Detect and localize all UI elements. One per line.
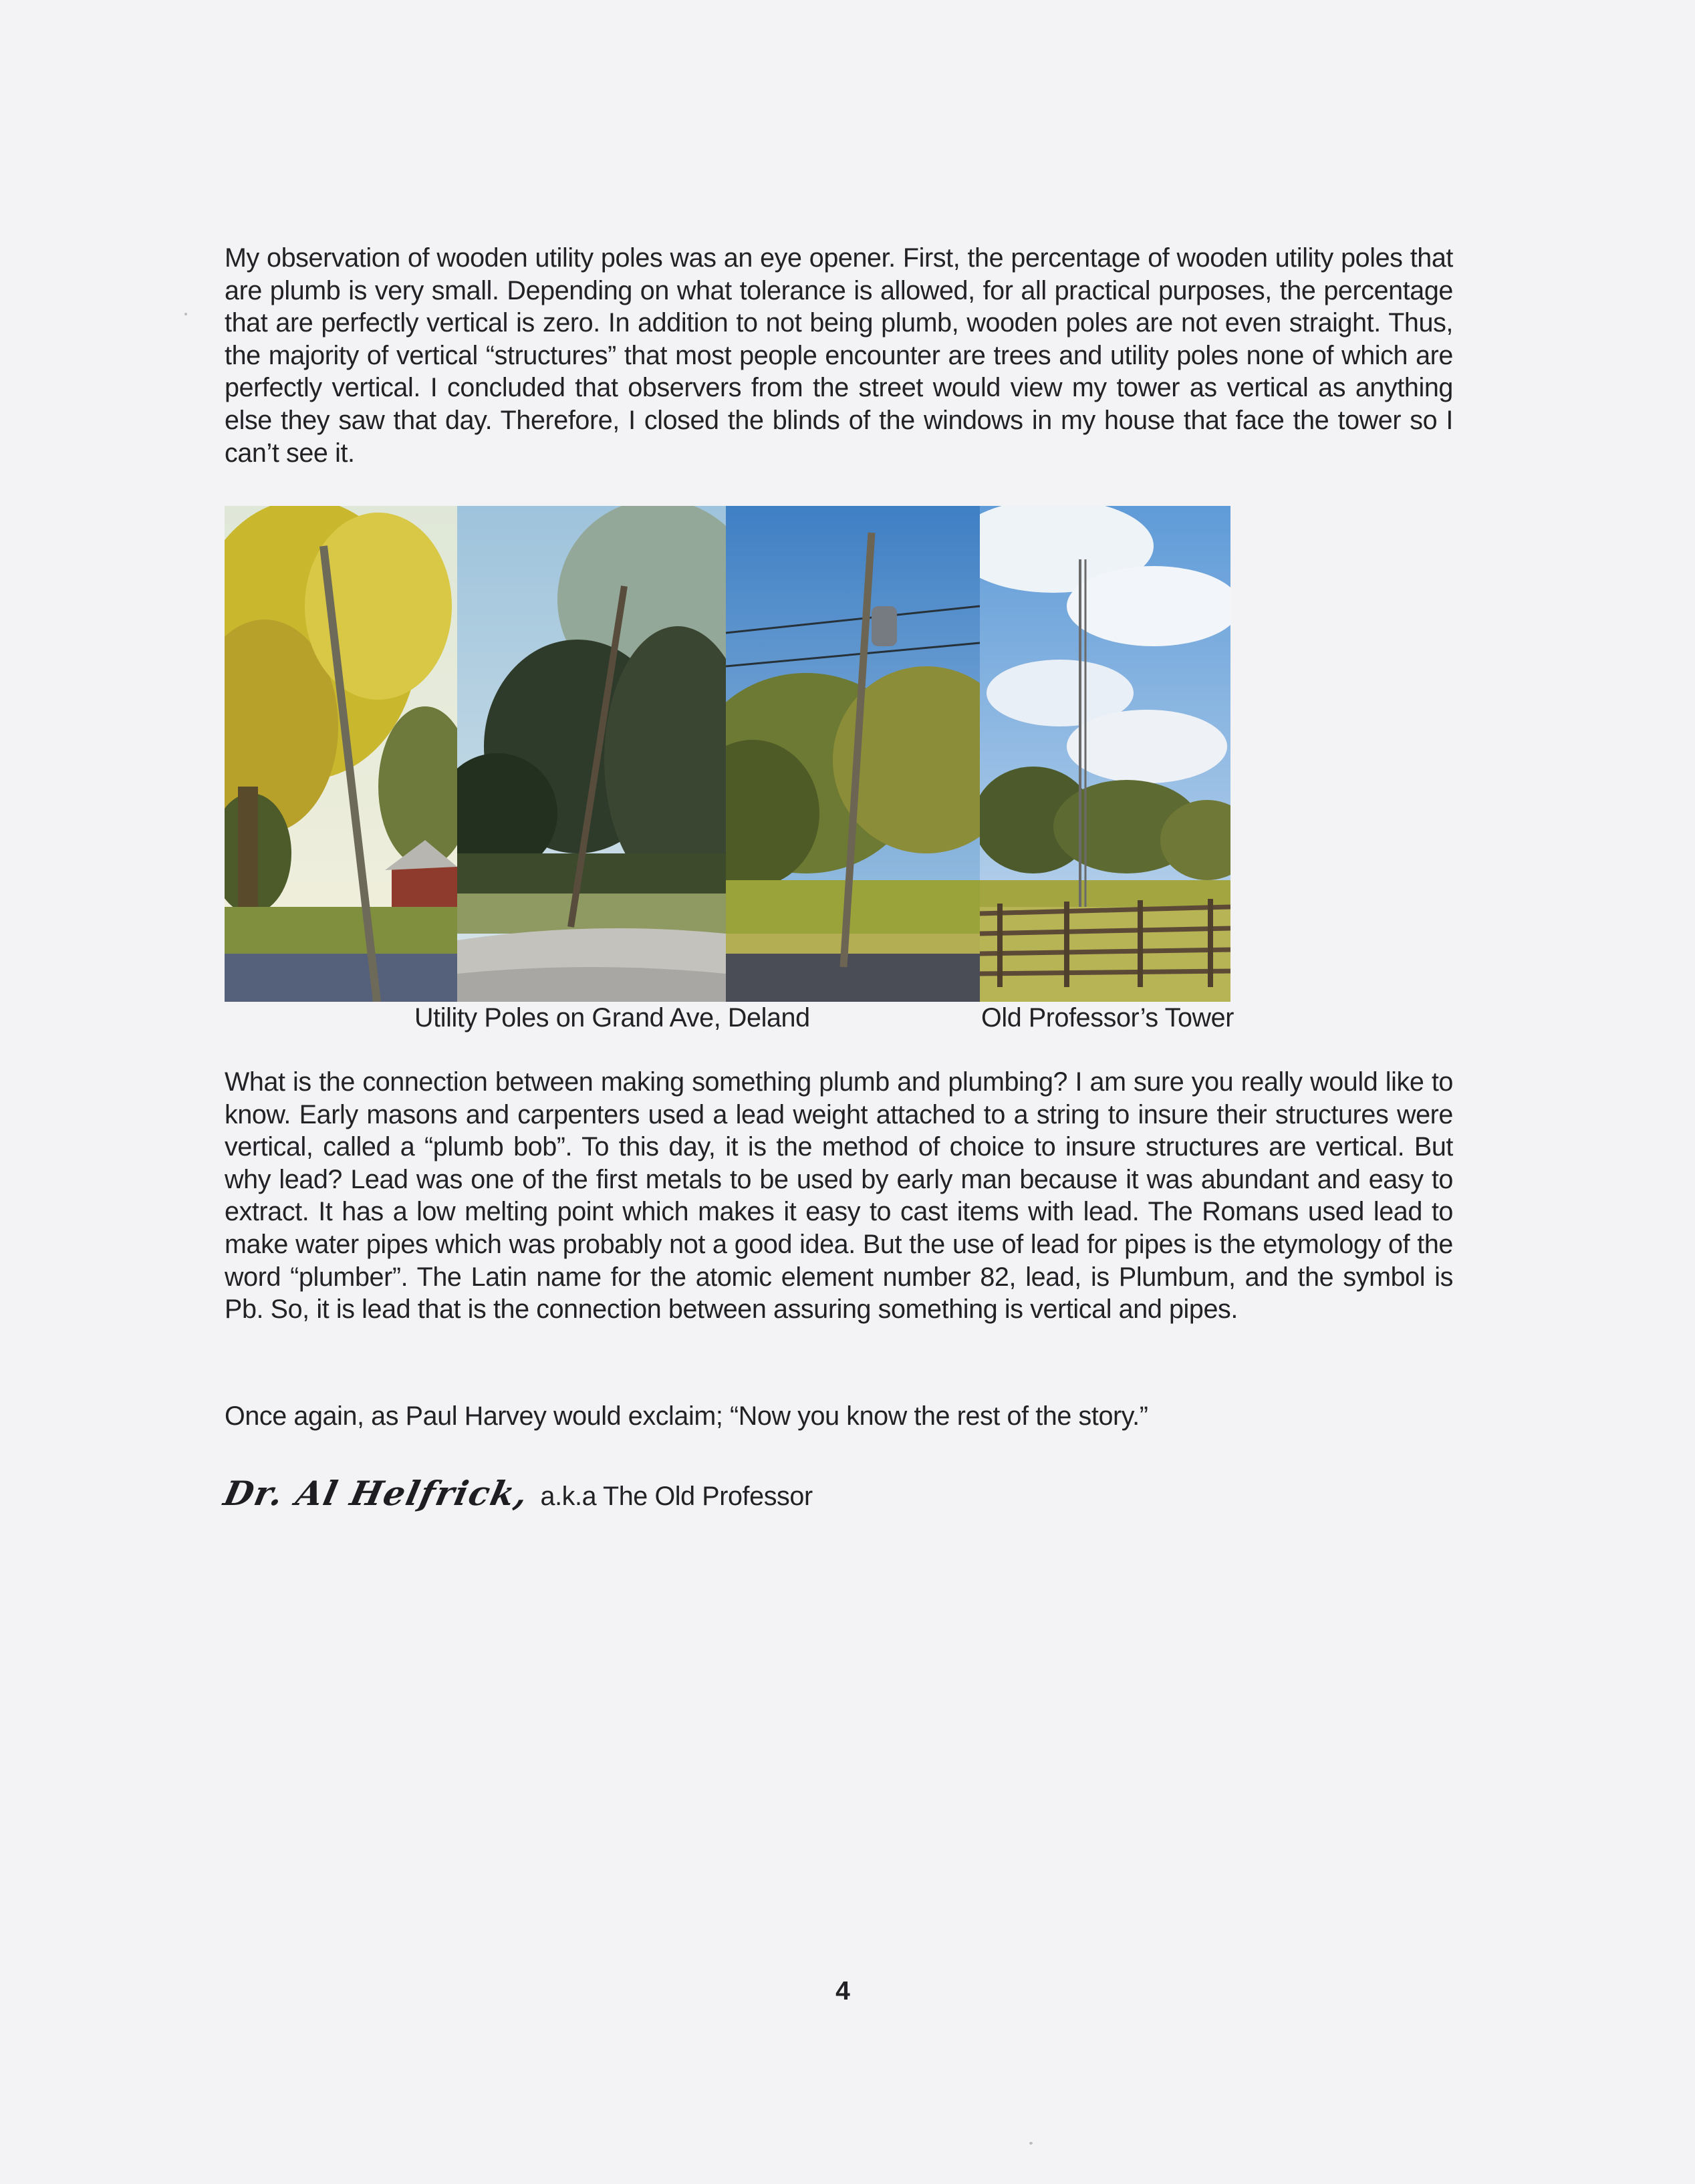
signature-line [220,1474,813,1520]
photo-dark-trees-road [457,506,726,1002]
paper-speck [1029,2142,1033,2145]
photo-pole-transformer [726,506,980,1002]
paragraph-utility-poles: My observation of wooden utility poles was an eye opener. First, the percentage of wooden utility poles that are plumb is very small. Depending on what tolerance is allowed, for all practical purposes, the percentage that are perfectly vertical is zero. In addition to not being plumb, wooden poles are not even straight. Thus, the majority of vertical “structures” that most people encounter are trees and utility poles none of which are perfectly vertical. I concluded that observers from the street would view my tower as vertical as anything else they saw that day. Therefore, I closed the blinds of the windows in my house that face the tower so I can’t see it. [225,243,1453,468]
photo-leaning-pole-yellow-tree [225,506,457,1002]
photo-strip [225,506,1230,1002]
signature-alias: a.k.a The Old Professor [540,1482,813,1511]
paragraph-plumb-etymology: What is the connection between making something plumb and plumbing? I am sure you really would like to know. Early masons and carpenters used a lead weight attached to a string to insure their structures were vertical, called a “plumb bob”. To this day, it is the method of choice to insure structures are vertical. But why lead? Lead was one of the first metals to be used by early man because it was abundant and easy to extract. It has a low melting point which makes it easy to cast items with lead. The Romans used lead to make water pipes which was probably not a good idea. But the use of lead for pipes is the etymology of the word “plumber”. The Latin name for the atomic element number 82, lead, is Plumbum, and the symbol is Pb. So, it is lead that is the connection between assuring something is vertical and pipes. [225,1067,1453,1325]
paper-speck [184,313,187,315]
photo-old-professors-tower [980,506,1230,1002]
paragraph-rest-of-story: Once again, as Paul Harvey would exclaim; “Now you know the rest of the story.” [225,1401,1148,1431]
caption-old-professors-tower: Old Professor’s Tower [981,1003,1234,1033]
handwritten-signature: Dr. Al Helfrick, [220,1474,533,1513]
caption-utility-poles: Utility Poles on Grand Ave, Deland [414,1003,810,1033]
page-number: 4 [835,1977,850,2006]
